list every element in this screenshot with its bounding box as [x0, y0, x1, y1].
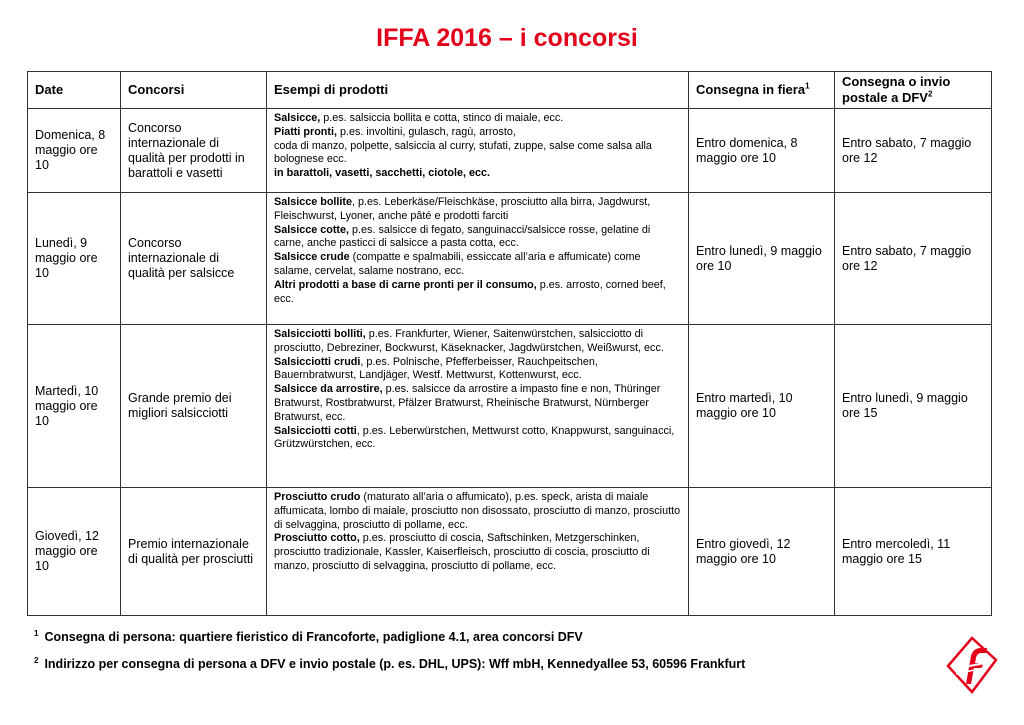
cell-delivery-post: Entro sabato, 7 maggio ore 12 [835, 193, 992, 325]
cell-delivery-fair: Entro lunedì, 9 maggio ore 10 [689, 193, 835, 325]
example-entry [274, 112, 681, 126]
example-category: Salsicce da arrostire, [274, 383, 383, 396]
example-entry [274, 279, 681, 307]
example-entry [274, 126, 681, 140]
cell-contest: Concorso internazionale di qualità per salsicce [121, 193, 267, 325]
cell-date: Martedì, 10 maggio ore 10 [28, 325, 121, 488]
footnote-mark: 1 [34, 628, 39, 638]
cell-contest: Grande premio dei migliori salsicciotti [121, 325, 267, 488]
example-text: p.es. arrosto, corned beef, ecc. [274, 278, 666, 305]
example-entry [274, 383, 681, 424]
footnote-text: Indirizzo per consegna di persona a DFV e invio postale (p. es. DHL, UPS): Wff mbH, Kennedyallee 53, 60596 Frankfurt [44, 657, 746, 671]
cell-delivery-fair: Entro domenica, 8 maggio ore 10 [689, 109, 835, 193]
header-delivery-fair-label: Consegna in fiera [696, 82, 806, 97]
cell-delivery-fair: Entro giovedì, 12 maggio ore 10 [689, 488, 835, 616]
example-text: , p.es. Leberkäse/Fleischkäse, prosciutto alla birra, Jagdwurst, Fleischwurst, Lyoner, anche pâté e prodotti farciti [274, 196, 651, 222]
cell-delivery-post: Entro mercoledì, 11 maggio ore 15 [835, 488, 992, 616]
example-text: p.es. salsicce di fegato, sanguinacci/salsicce rosse, gelatine di carne, anche pasticci di salsicce a pasta cotta, ecc. [274, 223, 651, 250]
example-entry [274, 532, 681, 573]
example-category: Altri prodotti a base di carne pronti per il consumo, [274, 278, 537, 291]
example-entry [274, 167, 681, 181]
example-category: Salsicciotti crudi [274, 355, 361, 368]
example-text: p.es. salsiccia bollita e cotta, stinco di maiale, ecc. [320, 112, 564, 124]
header-date: Date [28, 72, 121, 109]
example-category: Prosciutto cotto, [274, 532, 360, 545]
example-entry [274, 491, 681, 532]
cell-date: Lunedì, 9 maggio ore 10 [28, 193, 121, 325]
example-category: Prosciutto crudo [274, 491, 361, 503]
cell-delivery-fair: Entro martedì, 10 maggio ore 10 [689, 325, 835, 488]
footnote-text: Consegna di persona: quartiere fieristico di Francoforte, padiglione 4.1, area concorsi DFV [44, 630, 583, 644]
cell-date: Giovedì, 12 maggio ore 10 [28, 488, 121, 616]
example-entry [274, 251, 681, 279]
example-text: (compatte e spalmabili, essiccate all’aria e affumicate) come salame, cervelat, salame nostrano, ecc. [274, 251, 641, 277]
cell-date: Domenica, 8 maggio ore 10 [28, 109, 121, 193]
example-entry [274, 356, 681, 384]
header-delivery-post-label: Consegna o invio postale a DFV [842, 74, 951, 105]
example-category: Salsicciotti bolliti, [274, 328, 366, 340]
example-text: coda di manzo, polpette, salsiccia al curry, stufati, zuppe, salse come salsa alla bolognese ecc. [274, 139, 652, 166]
footnote-ref-1: 1 [805, 81, 810, 91]
example-category: Salsicce bollite [274, 196, 353, 208]
cell-examples [267, 325, 689, 488]
example-entry [274, 425, 681, 453]
cell-delivery-post: Entro lunedì, 9 maggio ore 15 [835, 325, 992, 488]
cell-examples [267, 193, 689, 325]
header-delivery-post [835, 72, 992, 109]
table-row [28, 325, 992, 488]
example-text: p.es. prosciutto di coscia, Saftschinken, Metzgerschinken, prosciutto tradizionale, Kassler, Kaiserfleisch, prosciutto di coscia, prosciutto di manzo, prosciutto di selvaggina, prosciutto di pollame, ecc. [274, 532, 650, 572]
example-text: (maturato all’aria o affumicato), p.es. speck, arista di maiale affumicata, lombo di maiale, prosciutto non disossato, prosciutto di manzo, prosciutto di selvaggina, prosciutto di pollame, ecc. [274, 491, 681, 531]
example-category: Piatti pronti, [274, 125, 337, 138]
table-row [28, 193, 992, 325]
example-category: Salsicciotti cotti [274, 424, 357, 437]
dfv-f-logo-icon [946, 636, 998, 694]
footnote-2 [34, 657, 745, 671]
example-category: Salsicce, [274, 112, 321, 124]
cell-contest: Concorso internazionale di qualità per prodotti in barattoli e vasetti [121, 109, 267, 193]
example-category: in barattoli, vasetti, sacchetti, ciotole, ecc. [274, 167, 491, 180]
footnote-ref-2: 2 [927, 89, 933, 99]
footnote-mark: 2 [34, 655, 39, 665]
header-delivery-fair [689, 72, 835, 109]
example-text: , p.es. Leberwürstchen, Mettwurst cotto, Knappwurst, sanguinacci, Grützwürstchen, ecc. [274, 424, 675, 451]
example-entry [274, 140, 681, 168]
header-examples: Esempi di prodotti [267, 72, 689, 109]
example-entry [274, 196, 681, 224]
table-header-row [28, 72, 992, 109]
contests-table [27, 71, 992, 616]
example-text: p.es. salsicce da arrostire a impasto fine e non, Thüringer Bratwurst, Rostbratwurst, Pfälzer Bratwurst, Rheinische Bratwurst, Nürnberger Bratwurst, ecc. [274, 383, 661, 423]
table-row [28, 109, 992, 193]
header-contests: Concorsi [121, 72, 267, 109]
example-category: Salsicce cotte, [274, 223, 350, 236]
page-title: IFFA 2016 – i concorsi [376, 24, 638, 52]
example-category: Salsicce crude [274, 251, 350, 264]
cell-examples [267, 488, 689, 616]
example-text: p.es. involtini, gulasch, ragù, arrosto, [336, 125, 516, 138]
cell-delivery-post: Entro sabato, 7 maggio ore 12 [835, 109, 992, 193]
cell-contest: Premio internazionale di qualità per prosciutti [121, 488, 267, 616]
example-entry [274, 224, 681, 252]
example-entry [274, 328, 681, 356]
footnote-1 [34, 630, 583, 644]
table-row [28, 488, 992, 616]
cell-examples [267, 109, 689, 193]
example-text: , p.es. Polnische, Pfefferbeisser, Rauchpeitschen, Bauernbratwurst, Landjäger, Westf. Mettwurst, Kottenwurst, ecc. [274, 355, 598, 382]
example-text: p.es. Frankfurter, Wiener, Saitenwürstchen, salsicciotto di prosciutto, Debreziner, Bockwurst, Käseknacker, Jagdwürstchen, Weißwurst, ecc. [274, 328, 664, 354]
